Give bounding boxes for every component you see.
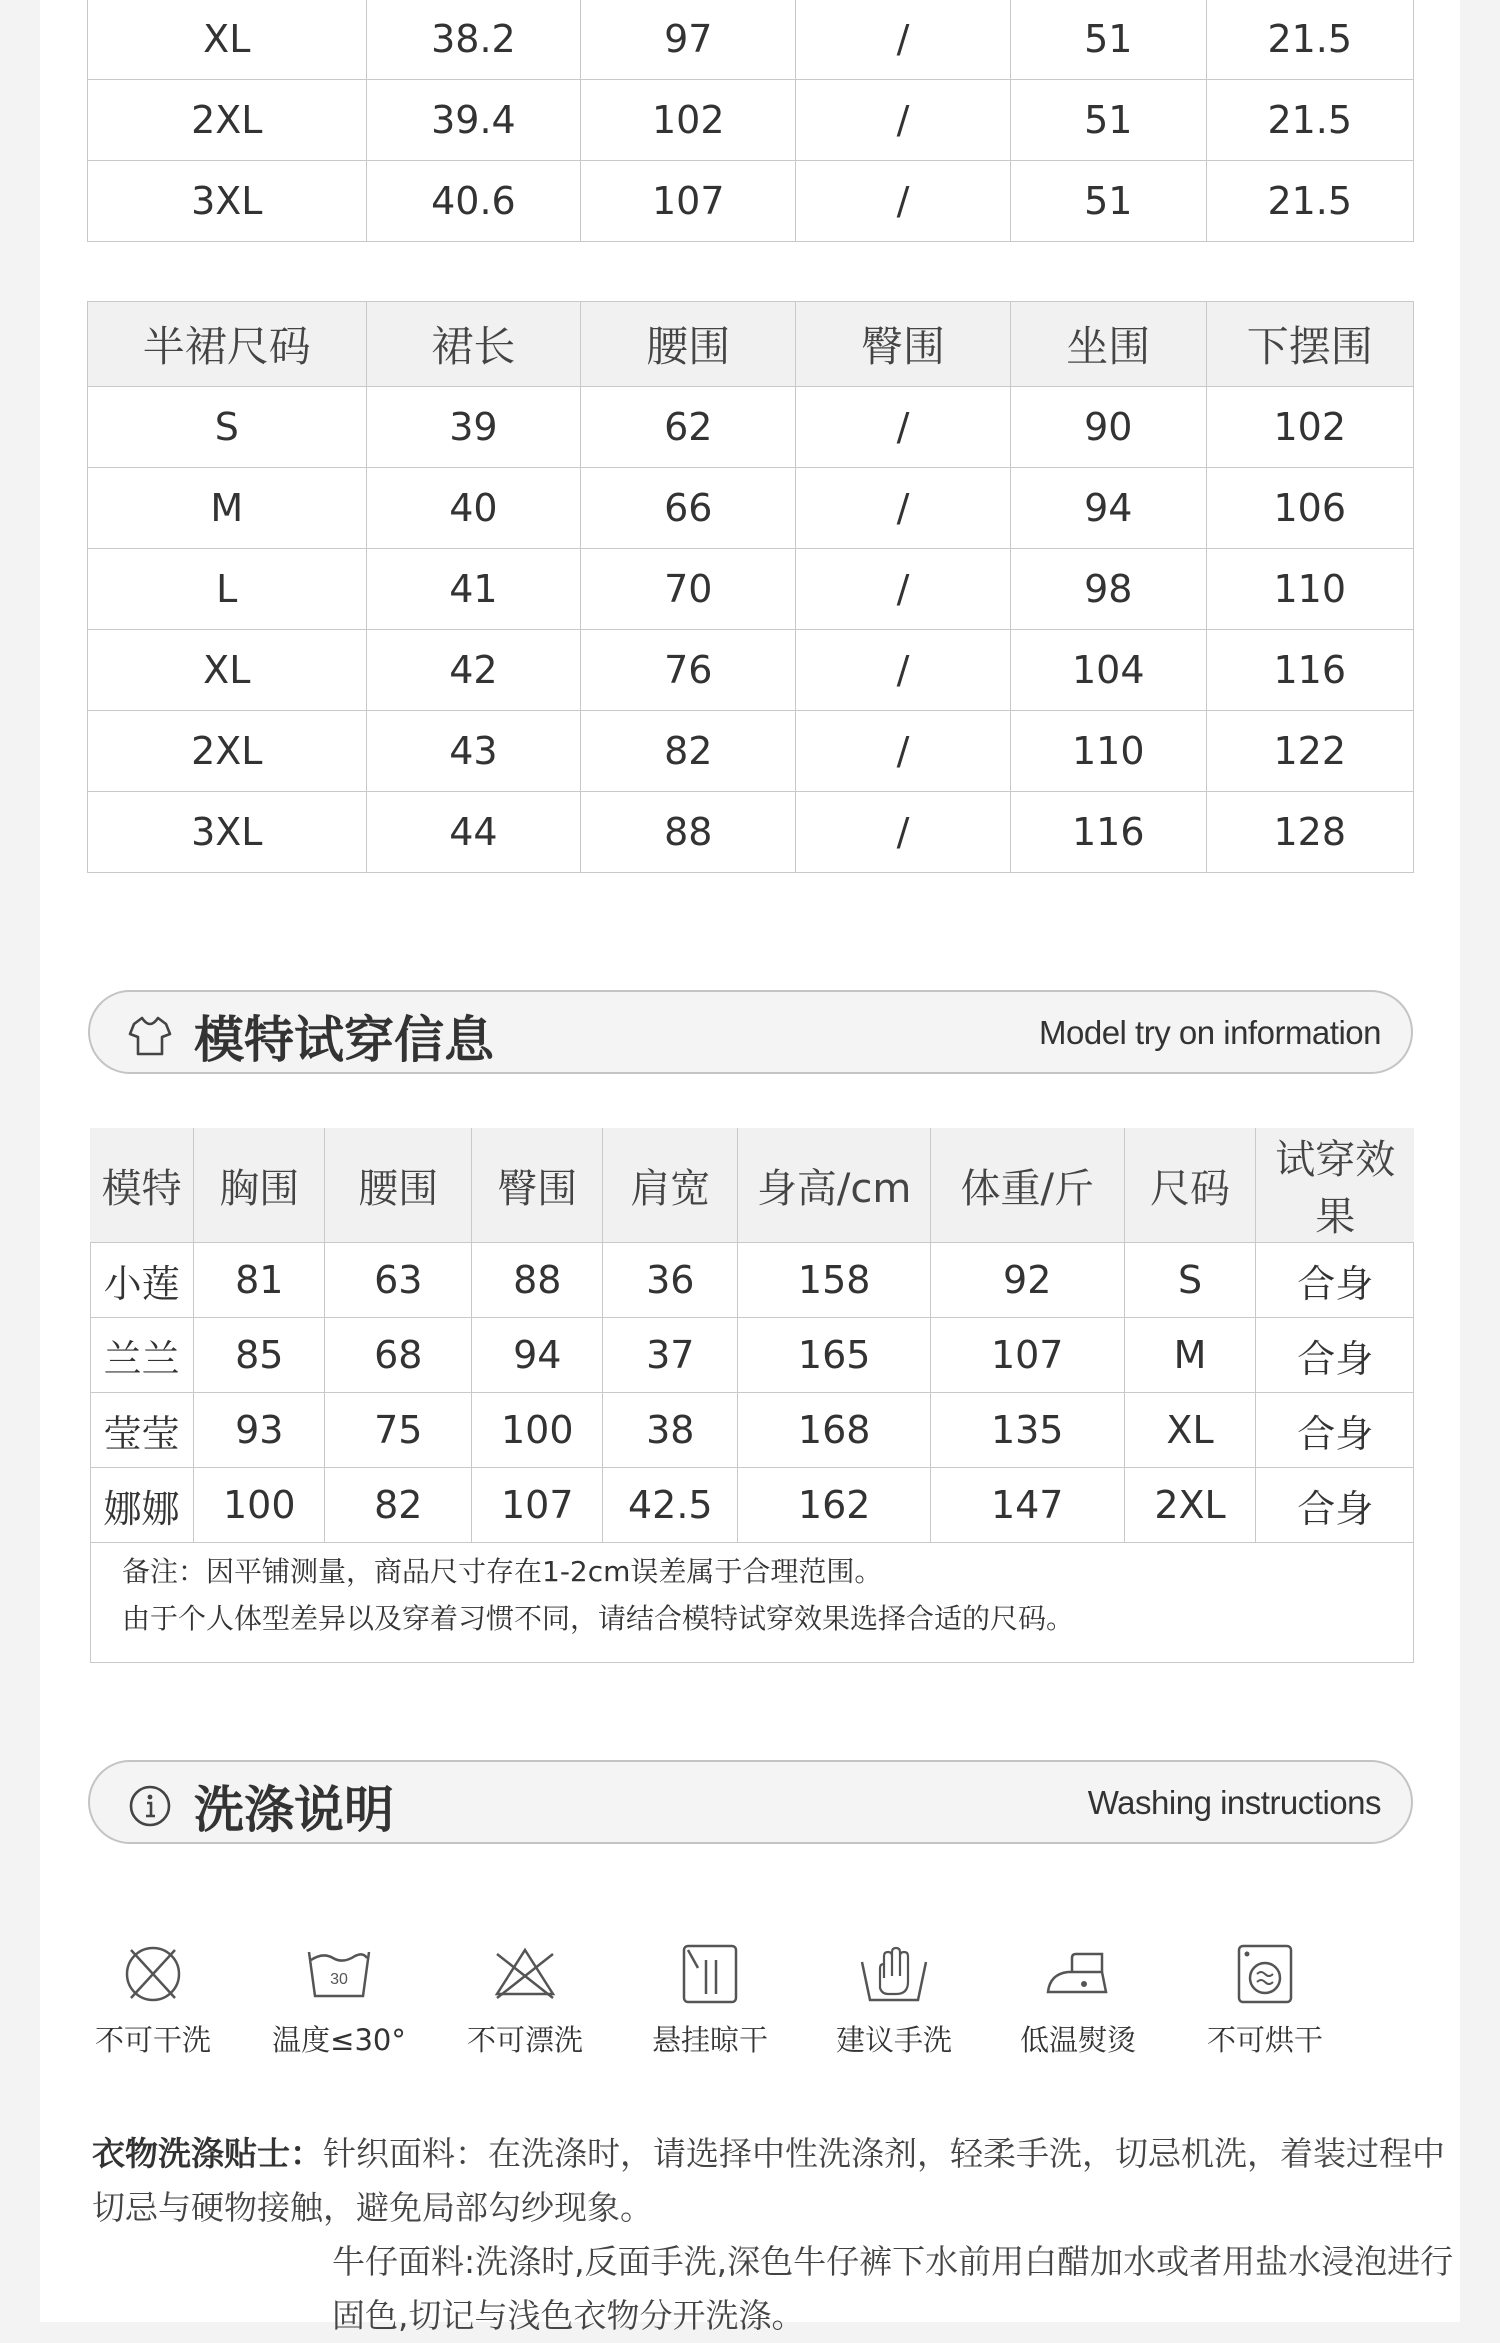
wash-item-no-dry-clean: 不可干洗 <box>78 1938 228 2059</box>
model-section-banner <box>88 990 1413 1074</box>
table-cell: / <box>796 161 1011 242</box>
table-cell: XL <box>88 0 367 80</box>
wash-section-title: 洗涤说明 <box>194 1781 394 1839</box>
model-row <box>90 1243 1414 1318</box>
table-cell: 51 <box>1010 0 1206 80</box>
table-cell: 97 <box>581 0 796 80</box>
hang-dry-icon <box>674 1938 746 2010</box>
column-header: 腰围 <box>325 1128 472 1243</box>
column-header: 胸围 <box>194 1128 325 1243</box>
table-cell: 75 <box>325 1393 472 1468</box>
table-cell: 66 <box>581 468 796 549</box>
table-cell: 94 <box>472 1318 603 1393</box>
low-iron-icon <box>1042 1938 1114 2010</box>
wash-item-hang-dry: 悬挂晾干 <box>635 1938 785 2059</box>
table-cell: S <box>88 387 367 468</box>
column-header: 下摆围 <box>1206 302 1413 387</box>
table-cell: / <box>796 387 1011 468</box>
wash-item-hand-wash: 建议手洗 <box>819 1938 969 2059</box>
column-header: 体重/斤 <box>930 1128 1124 1243</box>
column-header: 身高/cm <box>738 1128 931 1243</box>
wash-item-temp-30: 30 温度≤30° <box>264 1938 414 2059</box>
note-line-1: 备注：因平铺测量，商品尺寸存在1-2cm误差属于合理范围。 <box>122 1555 883 1588</box>
table-cell: 3XL <box>88 161 367 242</box>
table-cell: 42.5 <box>603 1468 738 1543</box>
tips-denim: 牛仔面料:洗涤时,反面手洗,深色牛仔裤下水前用白醋加水或者用盐水浸泡进行固色,切记与浅色衣物分开洗涤。 <box>332 2242 1454 2335</box>
table-cell: 93 <box>194 1393 325 1468</box>
size-row <box>88 80 1414 161</box>
table-cell: 147 <box>930 1468 1124 1543</box>
table-cell: / <box>796 792 1011 873</box>
table-cell: 165 <box>738 1318 931 1393</box>
table-cell: 70 <box>581 549 796 630</box>
hand-wash-icon <box>858 1938 930 2010</box>
table-cell: 106 <box>1206 468 1413 549</box>
table-cell: 85 <box>194 1318 325 1393</box>
table-cell: 68 <box>325 1318 472 1393</box>
table-cell: 51 <box>1010 80 1206 161</box>
wash-section-subtitle: Washing instructions <box>1087 1784 1381 1821</box>
column-header: 裙长 <box>366 302 581 387</box>
column-header: 模特 <box>90 1128 194 1243</box>
model-try-on-table <box>90 1128 1414 1543</box>
wash-item-no-bleach: 不可漂洗 <box>450 1938 600 2059</box>
model-section-subtitle: Model try on information <box>1039 1014 1381 1051</box>
table-cell: 21.5 <box>1206 161 1413 242</box>
table-cell: / <box>796 549 1011 630</box>
table-cell: 44 <box>366 792 581 873</box>
table-cell: 102 <box>581 80 796 161</box>
table-cell: 82 <box>581 711 796 792</box>
skirt-table-header <box>88 302 1414 387</box>
table-cell: 莹莹 <box>90 1393 194 1468</box>
model-section-title: 模特试穿信息 <box>194 1011 494 1069</box>
column-header: 半裙尺码 <box>88 302 367 387</box>
column-header: 试穿效果 <box>1256 1128 1414 1243</box>
table-cell: 40 <box>366 468 581 549</box>
skirt-size-table <box>87 301 1414 873</box>
table-cell: 2XL <box>1124 1468 1256 1543</box>
table-cell: 21.5 <box>1206 80 1413 161</box>
table-cell: 90 <box>1010 387 1206 468</box>
info-icon <box>126 1782 174 1830</box>
table-cell: 2XL <box>88 80 367 161</box>
table-cell: 2XL <box>88 711 367 792</box>
table-cell: 37 <box>603 1318 738 1393</box>
no-dry-clean-icon <box>117 1938 189 2010</box>
table-cell: 110 <box>1010 711 1206 792</box>
column-header: 坐围 <box>1010 302 1206 387</box>
skirt-size-row <box>88 711 1414 792</box>
model-row <box>90 1393 1414 1468</box>
no-bleach-icon <box>489 1938 561 2010</box>
table-cell: 168 <box>738 1393 931 1468</box>
table-cell: 104 <box>1010 630 1206 711</box>
table-cell: 98 <box>1010 549 1206 630</box>
column-header: 尺码 <box>1124 1128 1256 1243</box>
size-notes <box>122 1548 1074 1642</box>
table-cell: / <box>796 80 1011 161</box>
table-cell: / <box>796 711 1011 792</box>
table-cell: 38.2 <box>366 0 581 80</box>
svg-text:30: 30 <box>330 1971 348 1988</box>
table-cell: 107 <box>581 161 796 242</box>
shirt-icon <box>126 1012 174 1060</box>
table-cell: M <box>1124 1318 1256 1393</box>
tips-heading: 衣物洗涤贴士： <box>92 2134 323 2173</box>
table-cell: 102 <box>1206 387 1413 468</box>
table-cell: XL <box>1124 1393 1256 1468</box>
table-cell: 82 <box>325 1468 472 1543</box>
table-cell: / <box>796 0 1011 80</box>
table-cell: / <box>796 468 1011 549</box>
table-cell: 51 <box>1010 161 1206 242</box>
table-cell: 合身 <box>1256 1468 1414 1543</box>
table-cell: 107 <box>930 1318 1124 1393</box>
table-cell: 62 <box>581 387 796 468</box>
table-cell: 116 <box>1206 630 1413 711</box>
column-header: 臀围 <box>472 1128 603 1243</box>
table-cell: 81 <box>194 1243 325 1318</box>
table-cell: 36 <box>603 1243 738 1318</box>
size-row <box>88 161 1414 242</box>
no-tumble-dry-icon <box>1229 1938 1301 2010</box>
column-header: 肩宽 <box>603 1128 738 1243</box>
table-cell: 39 <box>366 387 581 468</box>
table-cell: L <box>88 549 367 630</box>
table-cell: 128 <box>1206 792 1413 873</box>
table-cell: 39.4 <box>366 80 581 161</box>
model-row <box>90 1318 1414 1393</box>
table-cell: 122 <box>1206 711 1413 792</box>
model-table-header <box>90 1128 1414 1243</box>
wash-item-low-iron: 低温熨烫 <box>1003 1938 1153 2059</box>
table-cell: / <box>796 630 1011 711</box>
skirt-size-row <box>88 468 1414 549</box>
table-cell: 100 <box>472 1393 603 1468</box>
table-cell: 63 <box>325 1243 472 1318</box>
table-cell: 135 <box>930 1393 1124 1468</box>
table-cell: 3XL <box>88 792 367 873</box>
wash-item-no-tumble-dry: 不可烘干 <box>1190 1938 1340 2059</box>
tips-knit-paragraph <box>92 2127 1462 2235</box>
table-cell: 100 <box>194 1468 325 1543</box>
table-cell: 94 <box>1010 468 1206 549</box>
table-cell: 162 <box>738 1468 931 1543</box>
table-cell: 合身 <box>1256 1393 1414 1468</box>
table-cell: S <box>1124 1243 1256 1318</box>
column-header: 臀围 <box>796 302 1011 387</box>
size-chart-page <box>40 0 1460 2335</box>
table-cell: 兰兰 <box>90 1318 194 1393</box>
table-cell: 110 <box>1206 549 1413 630</box>
table-cell: 88 <box>472 1243 603 1318</box>
tips-knit: 针织面料：在洗涤时，请选择中性洗涤剂，轻柔手洗，切忌机洗，着装过程中切忌与硬物接触，避免局部勾纱现象。 <box>92 2134 1445 2227</box>
wash-section-banner <box>88 1760 1413 1844</box>
table-cell: 40.6 <box>366 161 581 242</box>
table-cell: 21.5 <box>1206 0 1413 80</box>
top-size-table <box>87 0 1414 242</box>
column-header: 腰围 <box>581 302 796 387</box>
note-line-2: 由于个人体型差异以及穿着习惯不同，请结合模特试穿效果选择合适的尺码。 <box>122 1602 1075 1635</box>
table-cell: 116 <box>1010 792 1206 873</box>
model-row <box>90 1468 1414 1543</box>
size-row <box>88 0 1414 80</box>
skirt-size-row <box>88 549 1414 630</box>
table-cell: 38 <box>603 1393 738 1468</box>
table-cell: 41 <box>366 549 581 630</box>
table-cell: 合身 <box>1256 1318 1414 1393</box>
table-cell: 43 <box>366 711 581 792</box>
table-cell: M <box>88 468 367 549</box>
table-cell: 107 <box>472 1468 603 1543</box>
table-cell: 88 <box>581 792 796 873</box>
wash-30-icon <box>303 1938 375 2010</box>
skirt-size-row <box>88 630 1414 711</box>
table-cell: 158 <box>738 1243 931 1318</box>
table-cell: 娜娜 <box>90 1468 194 1543</box>
table-cell: 42 <box>366 630 581 711</box>
table-cell: 76 <box>581 630 796 711</box>
washing-tips <box>92 2127 1462 2343</box>
skirt-size-row <box>88 792 1414 873</box>
table-cell: XL <box>88 630 367 711</box>
table-cell: 合身 <box>1256 1243 1414 1318</box>
table-cell: 92 <box>930 1243 1124 1318</box>
skirt-size-row <box>88 387 1414 468</box>
table-cell: 小莲 <box>90 1243 194 1318</box>
